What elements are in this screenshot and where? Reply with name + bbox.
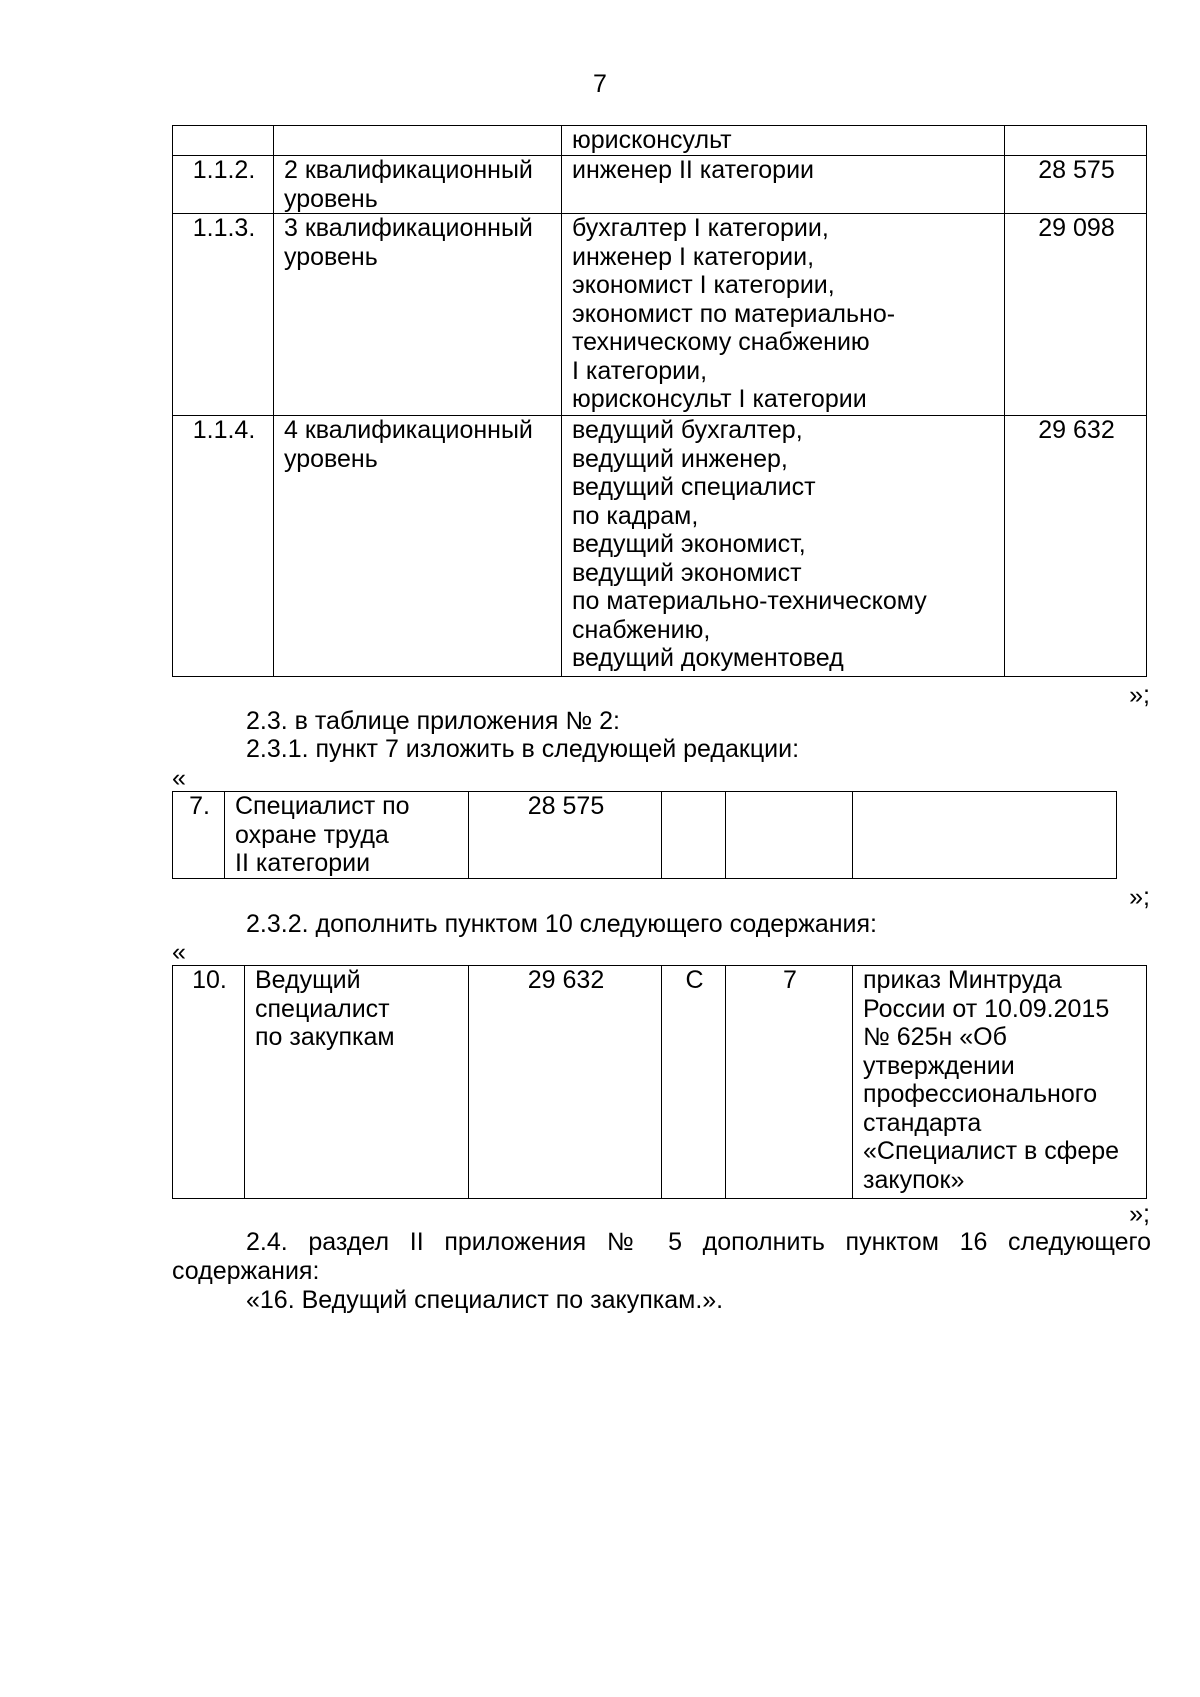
opening-quote: « [172,938,186,966]
qualification-level-cell: 2 квалификационный уровень [274,156,562,214]
table-cell [853,792,1117,879]
salary-cell: 29 632 [1005,416,1147,677]
regulation-cell: приказ Минтруда России от 10.09.2015 № 625н «Об утверждении профессионального стандарта «Специалист в сфере закупок» [853,966,1147,1199]
table-row [173,792,1117,879]
row-number-cell: 1.1.2. [173,156,274,214]
appendix-2-item-7-table [172,791,1117,879]
salary-cell: 28 575 [1005,156,1147,214]
salary-cell: 29 632 [469,966,662,1199]
table-row [173,214,1147,416]
item-number-cell: 7. [173,792,225,879]
table-row [173,156,1147,214]
position-name-cell: Ведущий специалист по закупкам [245,966,469,1199]
row-number-cell: 1.1.3. [173,214,274,416]
row-number-cell: 1.1.4. [173,416,274,677]
paragraph-2-4: 2.4. раздел II приложения № 5 дополнить пунктом 16 следующего содержания: [172,1228,1151,1285]
table-cell [662,792,726,879]
table-row [173,416,1147,677]
table-row [173,126,1147,156]
qualification-code-cell: С [662,966,726,1199]
closing-quote: »; [1129,1200,1150,1228]
salary-cell: 29 098 [1005,214,1147,416]
page-number: 7 [593,70,607,98]
appendix-2-item-10-table [172,965,1147,1199]
positions-cell: юрисконсульт [562,126,1005,156]
opening-quote: « [172,764,186,792]
salary-cell: 28 575 [469,792,662,879]
paragraph-2-3-2: 2.3.2. дополнить пунктом 10 следующего содержания: [246,910,877,938]
paragraph-item-16: «16. Ведущий специалист по закупкам.». [246,1286,724,1314]
closing-quote: »; [1129,883,1150,911]
paragraph-2-3-1: 2.3.1. пункт 7 изложить в следующей редакции: [246,735,800,763]
positions-cell: инженер II категории [562,156,1005,214]
positions-cell: бухгалтер I категории, инженер I категории, экономист I категории, экономист по материально- техническому снабжению I категории, юрисконсульт I категории [562,214,1005,416]
closing-quote: »; [1129,681,1150,709]
row-number-cell [173,126,274,156]
qualification-level-cell: 4 квалификационный уровень [274,416,562,677]
qualification-table [172,125,1147,677]
qualification-level-cell: 3 квалификационный уровень [274,214,562,416]
paragraph-2-3: 2.3. в таблице приложения № 2: [246,707,620,735]
salary-cell [1005,126,1147,156]
positions-cell: ведущий бухгалтер, ведущий инженер, ведущий специалист по кадрам, ведущий экономист, ведущий экономист по материально-техническому снабжению, ведущий документовед [562,416,1005,677]
item-number-cell: 10. [173,966,245,1199]
table-row [173,966,1147,1199]
table-cell [726,792,853,879]
qualification-level-cell [274,126,562,156]
qualification-level-cell: 7 [726,966,853,1199]
position-name-cell: Специалист по охране труда II категории [225,792,469,879]
